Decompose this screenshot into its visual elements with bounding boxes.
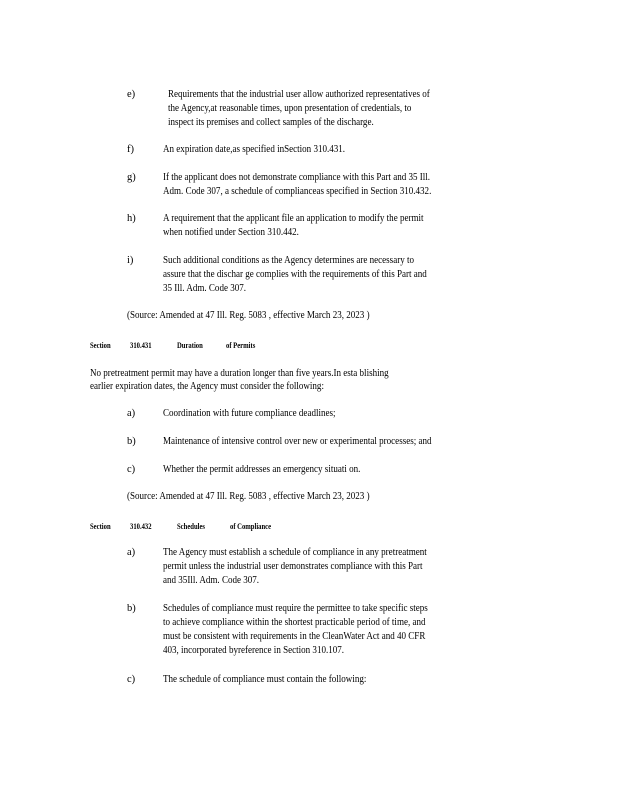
item-label-431-c: c): [127, 464, 136, 475]
intro-431-line-1: No pretreatment permit may have a duration longer than five years.In esta blishing: [90, 368, 389, 379]
item-432-c-line-1: The schedule of compliance must contain the following:: [163, 674, 367, 685]
item-431-b-line-1: Maintenance of intensive control over new or experimental processes; and: [163, 436, 432, 447]
source-note-1: (Source: Amended at 47 Ill. Reg. 5083 , effective March 23, 2023 ): [127, 310, 370, 321]
section-number: 310.432: [130, 521, 152, 531]
item-432-b-line-1: Schedules of compliance must require the permittee to take specific steps: [163, 603, 428, 614]
item-432-a-line-2: permit unless the industrial user demonstrates compliance with this Part: [163, 561, 423, 572]
item-431-c-line-1: Whether the permit addresses an emergency situati on.: [163, 464, 361, 475]
item-431-a-line-1: Coordination with future compliance deadlines;: [163, 408, 336, 419]
item-432-a-line-3: and 35Ill. Adm. Code 307.: [163, 575, 260, 586]
item-label-h: h): [127, 213, 136, 224]
item-h-line-2: when notified under Section 310.442.: [163, 227, 299, 238]
source-note-2: (Source: Amended at 47 Ill. Reg. 5083 , effective March 23, 2023 ): [127, 491, 370, 502]
item-e-line-3: inspect its premises and collect samples of the discharge.: [168, 117, 374, 128]
item-g-line-2: Adm. Code 307, a schedule of complianceas specified in Section 310.432.: [163, 186, 432, 197]
intro-431-line-2: earlier expiration dates, the Agency must consider the following:: [90, 381, 324, 392]
item-label-f: f): [127, 144, 134, 155]
section-title-word-1: Schedules: [177, 521, 206, 531]
item-e-line-2: the Agency,at reasonable times, upon presentation of credentials, to: [168, 103, 412, 114]
item-i-line-2: assure that the dischar ge complies with the requirements of this Part and: [163, 269, 427, 280]
item-label-431-a: a): [127, 408, 136, 419]
item-i-line-1: Such additional conditions as the Agency determines are necessary to: [163, 255, 415, 266]
item-432-b-line-3: must be consistent with requirements in the CleanWater Act and 40 CFR: [163, 631, 426, 642]
item-label-i: i): [127, 255, 134, 266]
item-g-line-1: If the applicant does not demonstrate compliance with this Part and 35 Ill.: [163, 172, 431, 183]
section-title-word-2: of Permits: [226, 340, 256, 350]
section-title-word-1: Duration: [177, 340, 203, 350]
section-label: Section: [90, 340, 111, 350]
item-i-line-3: 35 Ill. Adm. Code 307.: [163, 283, 247, 294]
item-f-line-1: An expiration date,as specified inSection 310.431.: [163, 144, 346, 155]
item-432-b-line-2: to achieve compliance within the shortest practicable period of time, and: [163, 617, 426, 628]
item-label-432-c: c): [127, 674, 136, 685]
item-label-e: e): [127, 89, 136, 100]
section-label: Section: [90, 521, 111, 531]
item-label-431-b: b): [127, 436, 136, 447]
item-e-line-1: Requirements that the industrial user allow authorized representatives of: [168, 89, 430, 100]
item-432-a-line-1: The Agency must establish a schedule of compliance in any pretreatment: [163, 547, 427, 558]
item-label-432-b: b): [127, 603, 136, 614]
section-number: 310.431: [130, 340, 152, 350]
item-h-line-1: A requirement that the applicant file an application to modify the permit: [163, 213, 424, 224]
item-label-432-a: a): [127, 547, 136, 558]
section-title-word-2: of Compliance: [230, 521, 272, 531]
item-label-g: g): [127, 172, 136, 183]
item-432-b-line-4: 403, incorporated byreference in Section 310.107.: [163, 645, 345, 656]
